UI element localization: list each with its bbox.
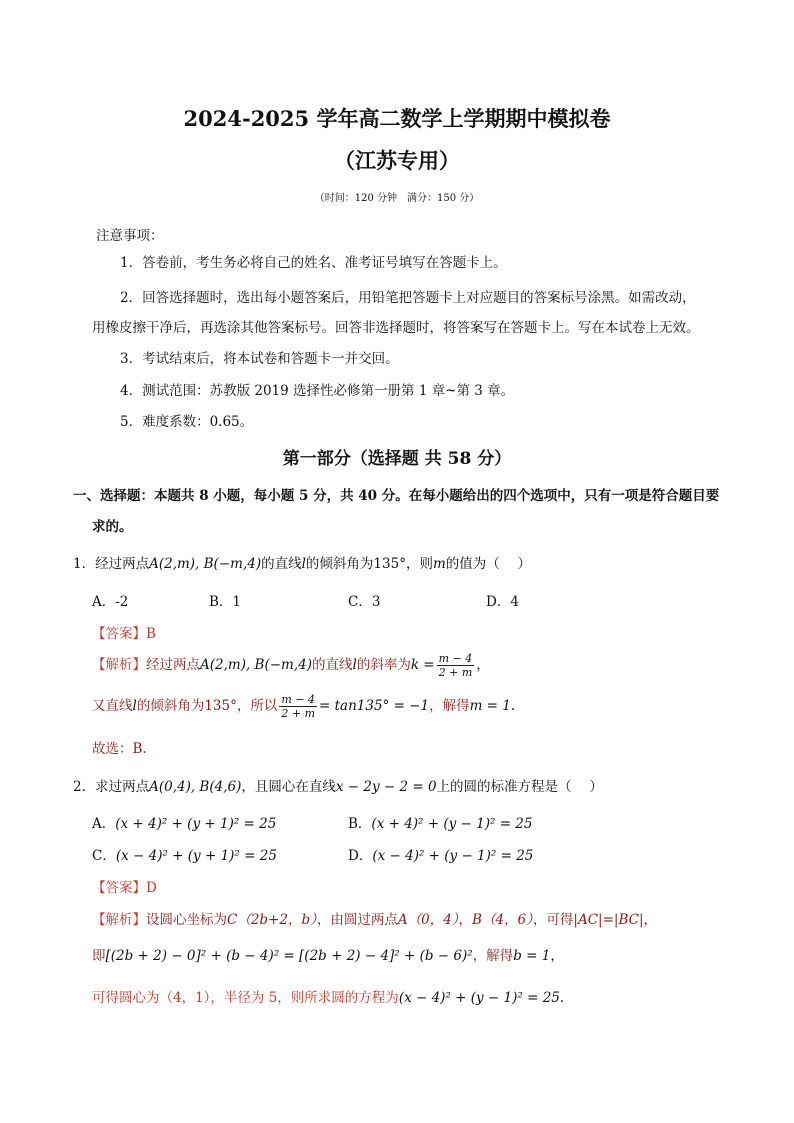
q2-option-d <box>348 844 533 864</box>
answer-value: D <box>146 880 157 896</box>
q1-analysis-line-2 <box>92 693 515 720</box>
q2-stem-mid: ，且圆心在直线 <box>241 779 336 795</box>
q1-option-a: A．-2 <box>92 594 129 610</box>
q1-var-m: m <box>432 556 446 572</box>
fraction-denominator: 2 + m <box>438 666 473 679</box>
q1-option-d: D．4 <box>486 594 519 610</box>
option-equation: (x + 4)² + (y − 1)² = 25 <box>371 816 533 832</box>
q1-an1-points: A(2,m), B(−m,4) <box>200 657 312 673</box>
q2-an1-point-b: B（4，6） <box>472 912 533 928</box>
notice-item-1: 1．答卷前，考生务必将自己的姓名、准考证号填写在答题卡上。 <box>120 255 507 271</box>
q2-points: A(0,4), B(4,6) <box>149 779 242 795</box>
q2-an3-equation: (x − 4)² + (y − 1)² = 25 <box>398 990 560 1006</box>
q2-an2-result: b = 1 <box>513 948 551 964</box>
q1-an2-line: l <box>132 698 137 714</box>
q1-conclusion: 故选：B. <box>92 741 147 757</box>
q2-analysis-line-1 <box>92 908 657 928</box>
q1-stem-end: 的值为（ ） <box>445 556 532 572</box>
q2-an2-solve: ，解得 <box>472 948 514 964</box>
q1-an2-lead: 又直线 <box>92 698 133 714</box>
q1-stem-mid: 的直线 <box>261 556 302 572</box>
q1-analysis-line-1 <box>92 652 490 679</box>
q2-an1-mid: ，由圆过两点 <box>316 912 398 928</box>
notice-item-2b: 用橡皮擦干净后，再选涂其他答案标号。回答非选择题时，将答案写在答题卡上。写在本试卷上无效。 <box>92 320 700 336</box>
option-label: B． <box>348 816 372 832</box>
option-label: A． <box>92 816 116 832</box>
q1-slope-fraction <box>437 652 475 679</box>
q1-option-c: C．3 <box>348 594 381 610</box>
q1-an1-k: k = <box>410 657 435 673</box>
instruction-text: 本题共 8 小题，每小题 5 分，共 40 分。在每小题给出的四个选项中，只有一项是符合题目要 <box>154 488 720 504</box>
q2-an1-center: C（2b+2，b） <box>227 912 317 928</box>
fraction-numerator: m − 4 <box>438 652 473 665</box>
q1-an1-end: ， <box>476 657 490 673</box>
answer-tag: 【答案】 <box>92 880 146 896</box>
q2-an1-then: ，可得 <box>532 912 574 928</box>
q2-an1-point-a: A（0，4） <box>397 912 459 928</box>
instruction-lead: 一、选择题： <box>73 488 154 504</box>
q2-line-eq: x − 2y − 2 = 0 <box>335 779 437 795</box>
q1-points: A(2,m), B(−m,4) <box>149 556 262 572</box>
q1-an2-solve: ，解得 <box>429 698 470 714</box>
page-title: 2024-2025 学年高二数学上学期期中模拟卷 <box>183 106 611 131</box>
option-equation: (x − 4)² + (y + 1)² = 25 <box>115 848 277 864</box>
q1-stem-lead: 1．经过两点 <box>73 556 150 572</box>
q2-analysis-line-2 <box>92 944 564 964</box>
q2-stem-lead: 2．求过两点 <box>73 779 150 795</box>
q2-an3-text: 可得圆心为（4，1），半径为 5，则所求圆的方程为 <box>92 990 399 1006</box>
q2-option-b <box>348 812 533 832</box>
q2-an1-end: ， <box>643 912 657 928</box>
notice-item-4: 4．测试范围：苏教版 2019 选择性必修第一册第 1 章~第 3 章。 <box>120 383 515 399</box>
q2-stem <box>73 775 603 795</box>
q2-option-a <box>92 812 276 832</box>
option-equation: (x − 4)² + (y − 1)² = 25 <box>372 848 534 864</box>
q2-stem-end: 上的圆的标准方程是（ ） <box>436 779 603 795</box>
q2-an2-equation: [(2b + 2) − 0]² + (b − 4)² = [(2b + 2) − 4]² + (b − 6)² <box>105 948 473 964</box>
notice-heading: 注意事项： <box>96 228 164 244</box>
q1-an2-mid: 的倾斜角为135°，所以 <box>136 698 278 714</box>
q2-analysis-line-3 <box>92 986 564 1006</box>
section-title: 第一部分（选择题 共 58 分） <box>282 449 512 469</box>
q1-an2-result: m = 1. <box>469 698 516 714</box>
q1-an1-slope-text: 的斜率为 <box>356 657 411 673</box>
analysis-tag: 【解析】 <box>92 912 146 928</box>
answer-value: B <box>146 626 156 642</box>
fraction-denominator: 2 + m <box>281 707 315 720</box>
q2-answer <box>92 876 157 896</box>
q1-answer <box>92 622 156 642</box>
q1-option-b: B．1 <box>209 594 242 610</box>
q1-an1-lead: 经过两点 <box>146 657 200 673</box>
analysis-tag: 【解析】 <box>92 657 146 673</box>
notice-item-2a: 2．回答选择题时，选出每小题答案后，用铅笔把答题卡上对应题目的答案标号涂黑。如需改动， <box>120 290 696 306</box>
q1-an1-line: l <box>352 657 357 673</box>
notice-item-5: 5．难度系数：0.65。 <box>120 414 254 430</box>
option-equation: (x + 4)² + (y + 1)² = 25 <box>115 816 277 832</box>
q2-an1-sep: ， <box>458 912 473 928</box>
q1-stem <box>73 552 531 572</box>
q1-line-l: l <box>301 556 306 572</box>
section-instruction-a <box>73 484 719 504</box>
q1-an2-fraction <box>279 693 317 720</box>
q2-an3-end: . <box>559 990 565 1006</box>
q1-an1-mid: 的直线 <box>312 657 353 673</box>
q2-an2-end: ， <box>550 948 564 964</box>
q2-an1-lead: 设圆心坐标为 <box>146 912 227 928</box>
option-label: C． <box>92 848 116 864</box>
time-score-info: （时间：120 分钟 满分：150 分） <box>314 193 480 204</box>
q2-an2-lead: 即 <box>92 948 106 964</box>
section-instruction-b: 求的。 <box>92 519 133 535</box>
answer-tag: 【答案】 <box>92 626 146 642</box>
page-subtitle: （江苏专用） <box>334 148 460 173</box>
q2-an1-equal-dist: |AC|=|BC| <box>573 912 644 928</box>
q1-an2-tan: = tan135° = −1 <box>319 698 430 714</box>
notice-item-3: 3．考试结束后，将本试卷和答题卡一并交回。 <box>120 351 399 367</box>
fraction-numerator: m − 4 <box>281 693 315 706</box>
q1-stem-angle: 的倾斜角为135°，则 <box>305 556 433 572</box>
option-label: D． <box>348 848 373 864</box>
q2-option-c <box>92 844 277 864</box>
